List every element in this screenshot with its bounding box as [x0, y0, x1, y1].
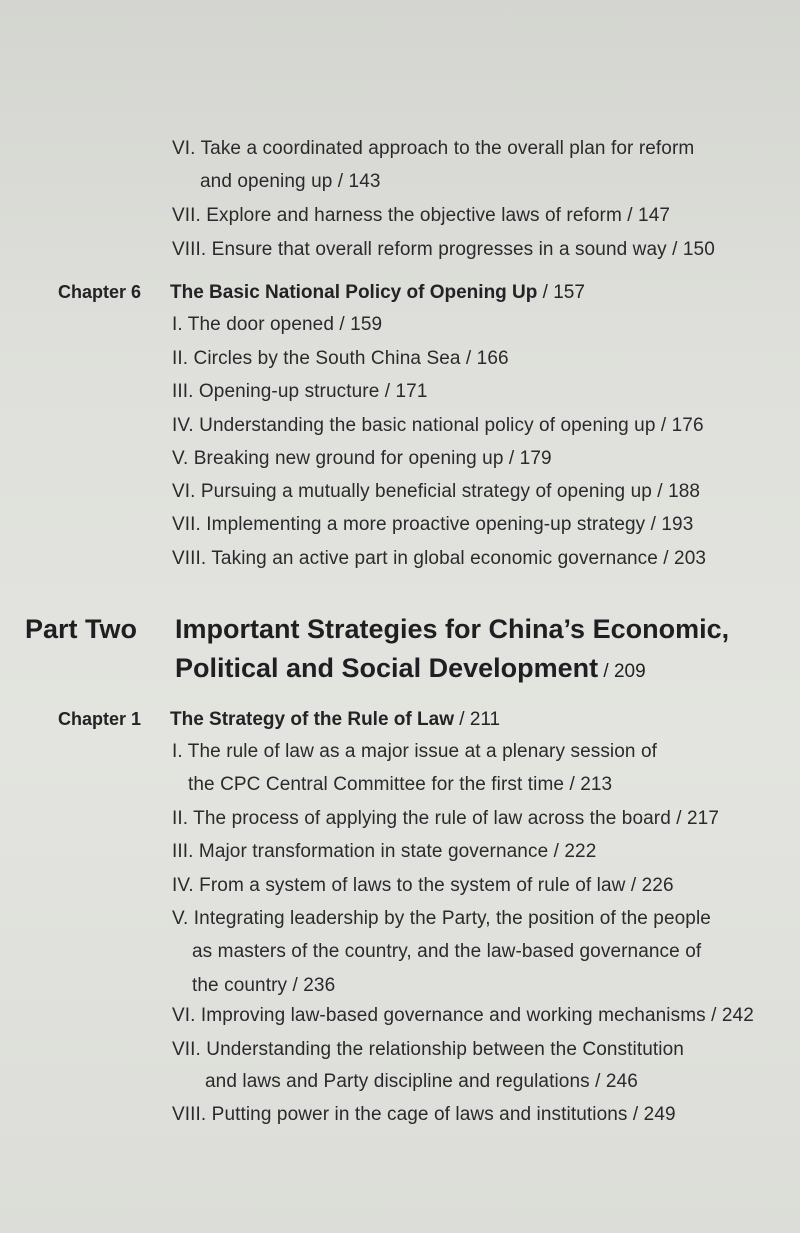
toc-entry-continuation: the CPC Central Committee for the first time / 213: [188, 774, 613, 795]
toc-entry: IV. From a system of laws to the system of rule of law / 226: [172, 875, 674, 896]
toc-entry: II. Circles by the South China Sea / 166: [172, 348, 509, 369]
toc-entry: V. Integrating leadership by the Party, the position of the people: [172, 908, 711, 929]
part-title-line2-text: Political and Social Development: [175, 653, 599, 683]
toc-entry: I. The door opened / 159: [172, 314, 383, 335]
toc-entry: VII. Understanding the relationship between the Constitution: [172, 1039, 684, 1060]
chapter-page: / 157: [537, 282, 585, 303]
toc-entry-continuation: the country / 236: [192, 975, 336, 996]
toc-entry: VI. Improving law-based governance and working mechanisms / 242: [172, 1005, 754, 1026]
toc-entry: VIII. Ensure that overall reform progresses in a sound way / 150: [172, 239, 715, 260]
chapter-title-text: The Basic National Policy of Opening Up: [170, 282, 538, 303]
part-title-line1: Important Strategies for China’s Economic,: [175, 614, 730, 644]
toc-entry: I. The rule of law as a major issue at a plenary session of: [172, 741, 658, 762]
toc-entry: IV. Understanding the basic national policy of opening up / 176: [172, 415, 704, 436]
toc-entry: V. Breaking new ground for opening up / 179: [172, 448, 552, 469]
toc-entry-continuation: and opening up / 143: [200, 171, 381, 192]
toc-entry: II. The process of applying the rule of law across the board / 217: [172, 808, 720, 829]
toc-entry: VIII. Putting power in the cage of laws and institutions / 249: [172, 1104, 676, 1125]
part-page: / 209: [598, 661, 646, 682]
toc-entry: VII. Explore and harness the objective laws of reform / 147: [172, 205, 671, 226]
part-label: Part Two: [25, 614, 138, 644]
chapter-label: Chapter 6: [58, 282, 142, 302]
toc-entry: VII. Implementing a more proactive opening-up strategy / 193: [172, 514, 694, 535]
part-title-line2: [175, 653, 646, 684]
toc-entry: VI. Take a coordinated approach to the overall plan for reform: [172, 138, 695, 159]
chapter-label: Chapter 1: [58, 709, 142, 729]
toc-entry-continuation: as masters of the country, and the law-based governance of: [192, 941, 702, 962]
chapter-title-text: The Strategy of the Rule of Law: [170, 709, 454, 730]
toc-entry-continuation: and laws and Party discipline and regulations / 246: [205, 1071, 638, 1092]
chapter-title: [170, 709, 500, 731]
toc-entry: III. Major transformation in state governance / 222: [172, 841, 597, 862]
toc-entry: VIII. Taking an active part in global economic governance / 203: [172, 548, 707, 569]
toc-entry: III. Opening-up structure / 171: [172, 381, 428, 402]
toc-entry: VI. Pursuing a mutually beneficial strategy of opening up / 188: [172, 481, 701, 502]
chapter-title: [170, 282, 585, 304]
chapter-page: / 211: [453, 709, 501, 730]
